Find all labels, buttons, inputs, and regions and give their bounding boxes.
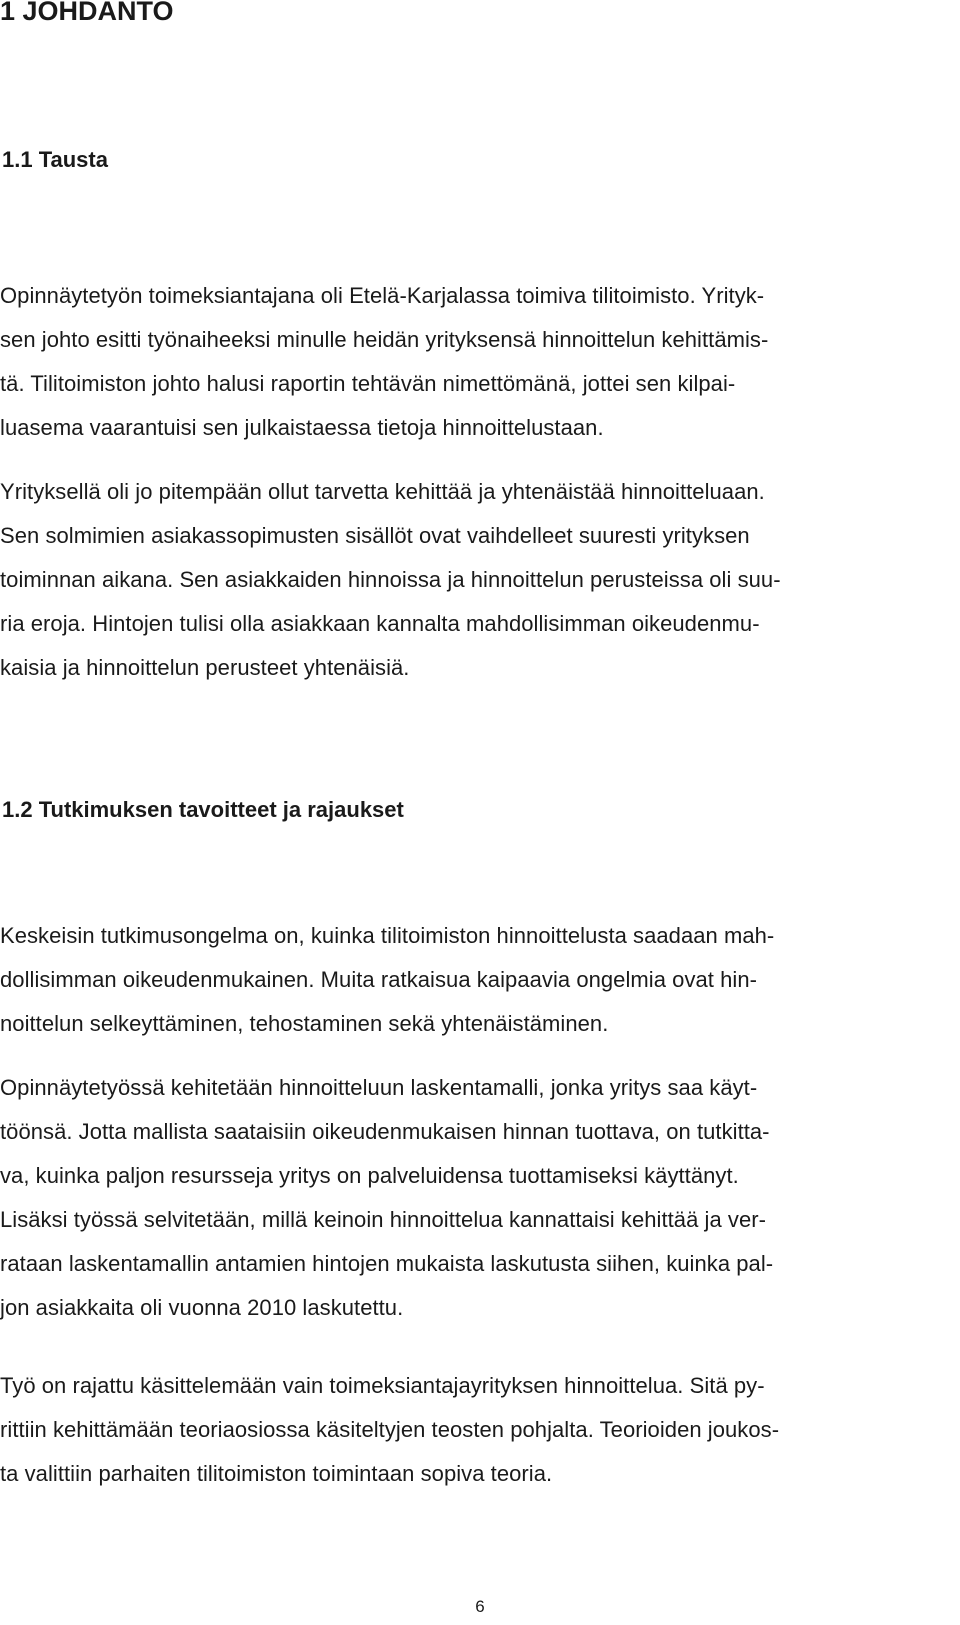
text-line: Opinnäytetyön toimeksiantajana oli Etelä-Karjalassa toimiva tilitoimisto. Yrityk-	[0, 283, 765, 308]
paragraph	[0, 914, 774, 1046]
text-line: Sen solmimien asiakassopimusten sisällöt ovat vaihdelleet suuresti yrityksen	[0, 523, 750, 548]
paragraph	[0, 1364, 779, 1496]
text-line: ta valittiin parhaiten tilitoimiston toimintaan sopiva teoria.	[0, 1461, 553, 1486]
text-line: Keskeisin tutkimusongelma on, kuinka tilitoimiston hinnoittelusta saadaan mah-	[0, 923, 775, 948]
text-line: dollisimman oikeudenmukainen. Muita ratkaisua kaipaavia ongelmia ovat hin-	[0, 967, 757, 992]
text-line: va, kuinka paljon resursseja yritys on palveluidensa tuottamiseksi käyttänyt.	[0, 1163, 739, 1188]
text-line: rittiin kehittämään teoriaosiossa käsiteltyjen teosten pohjalta. Teorioiden joukos-	[0, 1417, 780, 1442]
text-line: sen johto esitti työnaiheeksi minulle heidän yrityksensä hinnoittelun kehittämis-	[0, 327, 769, 352]
section-heading-tausta: 1.1 Tausta	[2, 147, 108, 172]
text-line: tä. Tilitoimiston johto halusi raportin tehtävän nimettömänä, jottei sen kilpai-	[0, 371, 736, 396]
text-line: toiminnan aikana. Sen asiakkaiden hinnoissa ja hinnoittelun perusteissa oli suu-	[0, 567, 781, 592]
text-line: ria eroja. Hintojen tulisi olla asiakkaan kannalta mahdollisimman oikeudenmu-	[0, 611, 760, 636]
chapter-heading: 1 JOHDANTO	[0, 0, 174, 26]
paragraph	[0, 470, 781, 690]
text-line: Työ on rajattu käsittelemään vain toimeksiantajayrityksen hinnoittelua. Sitä py-	[0, 1373, 765, 1398]
paragraph	[0, 1066, 773, 1330]
text-line: Yrityksellä oli jo pitempään ollut tarvetta kehittää ja yhtenäistää hinnoitteluaan.	[0, 479, 765, 504]
text-line: töönsä. Jotta mallista saataisiin oikeudenmukaisen hinnan tuottava, on tutkitta-	[0, 1119, 770, 1144]
text-line: Opinnäytetyössä kehitetään hinnoitteluun laskentamalli, jonka yritys saa käyt-	[0, 1075, 758, 1100]
text-line: kaisia ja hinnoittelun perusteet yhtenäisiä.	[0, 655, 410, 680]
text-line: Lisäksi työssä selvitetään, millä keinoin hinnoittelua kannattaisi kehittää ja ver-	[0, 1207, 766, 1232]
text-line: jon asiakkaita oli vuonna 2010 laskutettu.	[0, 1295, 404, 1320]
section-heading-tavoitteet: 1.2 Tutkimuksen tavoitteet ja rajaukset	[2, 797, 404, 822]
paragraph	[0, 274, 768, 450]
page-number: 6	[475, 1597, 485, 1616]
text-line: luasema vaarantuisi sen julkaistaessa tietoja hinnoittelustaan.	[0, 415, 604, 440]
text-line: noittelun selkeyttäminen, tehostaminen sekä yhtenäistäminen.	[0, 1011, 609, 1036]
text-line: rataan laskentamallin antamien hintojen mukaista laskutusta siihen, kuinka pal-	[0, 1251, 774, 1276]
